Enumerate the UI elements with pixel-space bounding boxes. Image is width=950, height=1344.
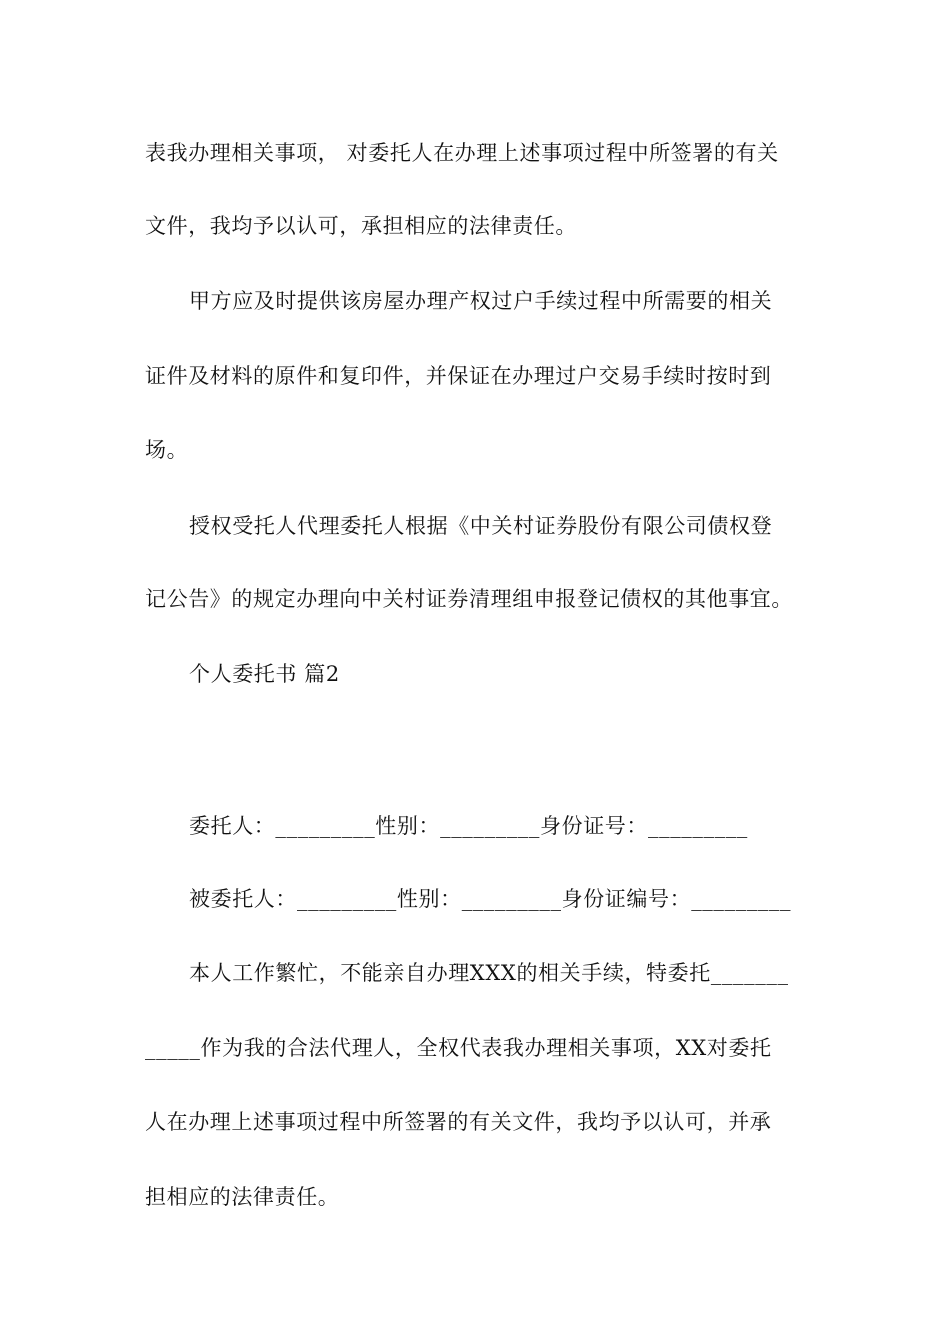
paragraph-line: 授权受托人代理委托人根据《中关村证券股份有限公司债权登: [189, 514, 773, 538]
paragraph-line: 场。: [145, 438, 189, 462]
form-line: 委托人：_________性别：_________身份证号：_________: [189, 814, 748, 838]
paragraph-line: 甲方应及时提供该房屋办理产权过户手续过程中所需要的相关: [189, 289, 773, 313]
section-heading: 个人委托书 篇2: [189, 662, 340, 686]
paragraph-line: 本人工作繁忙，不能亲自办理XXX的相关手续，特委托_______: [189, 961, 789, 985]
paragraph-line: 证件及材料的原件和复印件，并保证在办理过户交易手续时按时到: [145, 364, 772, 388]
paragraph-line: 文件，我均予以认可，承担相应的法律责任。: [145, 214, 577, 238]
paragraph-line: 担相应的法律责任。: [145, 1185, 340, 1209]
paragraph-line: _____作为我的合法代理人，全权代表我办理相关事项，XX对委托: [145, 1036, 772, 1060]
paragraph-line: 人在办理上述事项过程中所签署的有关文件，我均予以认可，并承: [145, 1110, 772, 1134]
paragraph-line: 记公告》的规定办理向中关村证券清理组申报登记债权的其他事宜。: [145, 587, 793, 611]
form-line: 被委托人：_________性别：_________身份证编号：_________: [189, 887, 792, 911]
paragraph-line: 表我办理相关事项， 对委托人在办理上述事项过程中所签署的有关: [145, 141, 779, 165]
